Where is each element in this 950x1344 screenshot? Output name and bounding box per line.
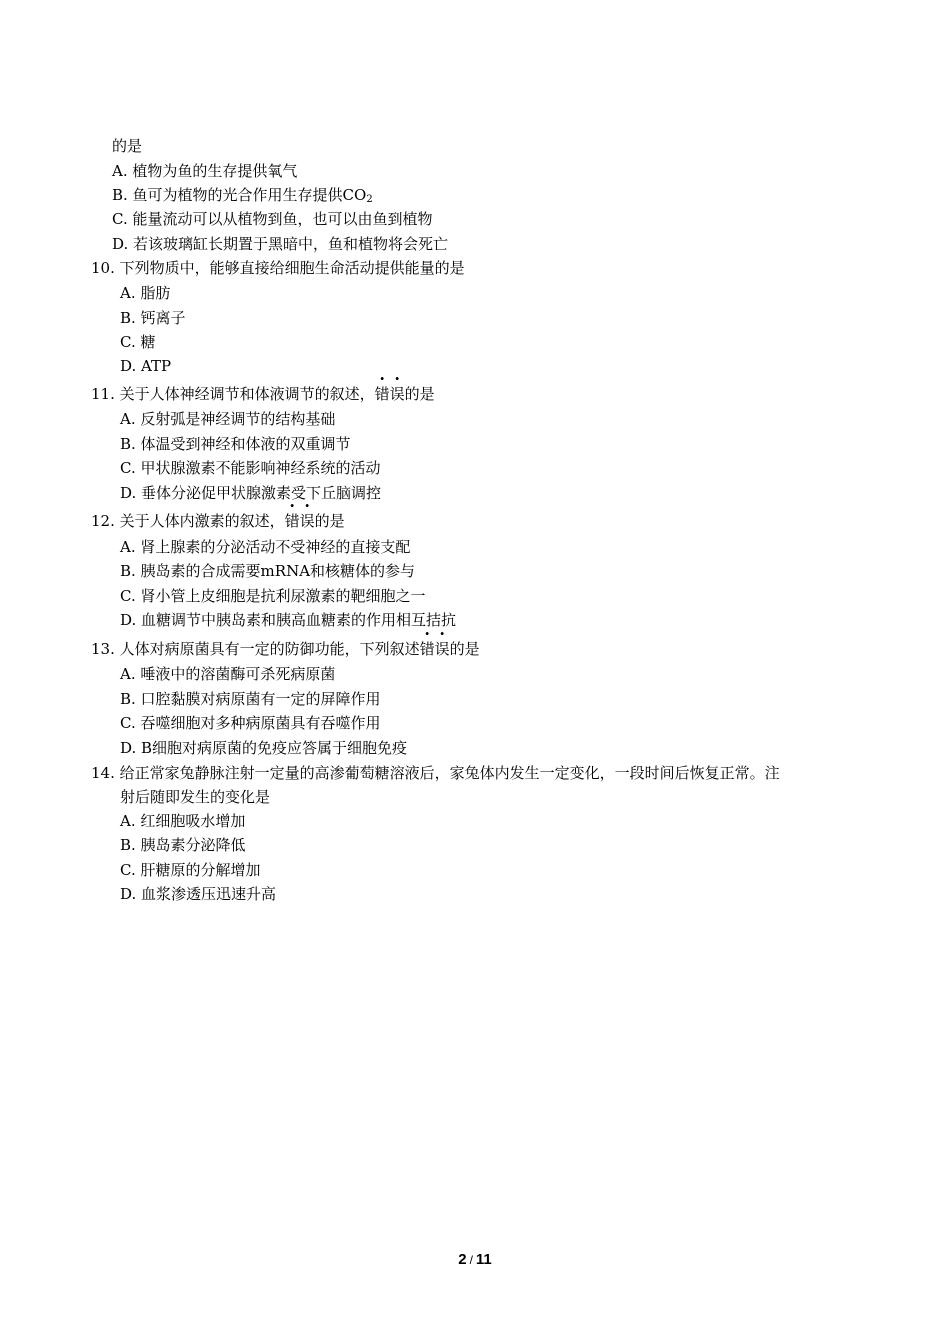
q10-stem: 10. 下列物质中，能够直接给细胞生命活动提供能量的是 [91,259,465,277]
emphasis-char: 误 [299,512,315,530]
q11-option-c: C. 甲状腺激素不能影响神经系统的活动 [120,459,381,477]
total-pages: 11 [475,1251,492,1268]
q13-option-a: A. 唾液中的溶菌酶可杀死病原菌 [120,665,336,683]
emphasis-char: 错 [374,385,390,403]
q14-option-c: C. 肝糖原的分解增加 [120,861,261,879]
q9-stem-tail: 的是 [112,137,143,155]
emphasis-char: 错 [284,512,300,530]
q14-option-b: B. 胰岛素分泌降低 [120,836,246,854]
q12-option-c: C. 肾小管上皮细胞是抗利尿激素的靶细胞之一 [120,587,426,605]
emphasis-char: 误 [389,385,405,403]
q10-option-d: D. ATP [120,357,172,375]
q14-stem-line1: 14. 给正常家兔静脉注射一定量的高渗葡萄糖溶液后，家兔体内发生一定变化，一段时间后恢复正常。注 [91,764,780,782]
q14-option-a: A. 红细胞吸水增加 [120,812,246,830]
q11-stem: 11. 关于人体神经调节和体液调节的叙述，错误的是 [91,385,435,403]
q11-option-d: D. 垂体分泌促甲状腺激素受下丘脑调控 [120,484,382,502]
q13-option-c: C. 吞噬细胞对多种病原菌具有吞噬作用 [120,714,381,732]
q12-option-d: D. 血糖调节中胰岛素和胰高血糖素的作用相互拮抗 [120,611,457,629]
q14-stem-line2: 射后随即发生的变化是 [120,788,271,806]
q10-option-a: A. 脂肪 [120,284,171,302]
q9-option-c: C. 能量流动可以从植物到鱼，也可以由鱼到植物 [112,210,433,228]
emphasis-char: 误 [434,640,450,658]
q10-option-c: C. 糖 [120,333,156,351]
page-separator: / [469,1253,473,1267]
q13-option-b: B. 口腔黏膜对病原菌有一定的屏障作用 [120,690,381,708]
page-number [0,1251,950,1268]
q9-option-a: A. 植物为鱼的生存提供氧气 [112,162,298,180]
q11-option-a: A. 反射弧是神经调节的结构基础 [120,410,336,428]
q11-option-b: B. 体温受到神经和体液的双重调节 [120,435,351,453]
emphasis-char: 错 [419,640,435,658]
q9-option-b: B. 鱼可为植物的光合作用生存提供$CO_2$ [112,186,373,205]
q13-option-d: D. B细胞对病原菌的免疫应答属于细胞免疫 [120,739,408,757]
q13-stem: 13. 人体对病原菌具有一定的防御功能，下列叙述错误的是 [91,640,480,658]
q12-option-b: B. 胰岛素的合成需要mRNA和核糖体的参与 [120,562,416,580]
q9-option-d: D. 若该玻璃缸长期置于黑暗中，鱼和植物将会死亡 [112,235,449,253]
subscript-2: 2 [366,194,373,205]
q14-option-d: D. 血浆渗透压迅速升高 [120,885,277,903]
q12-option-a: A. 肾上腺素的分泌活动不受神经的直接支配 [120,538,411,556]
q10-option-b: B. 钙离子 [120,309,186,327]
current-page: 2 [458,1251,467,1268]
q12-stem: 12. 关于人体内激素的叙述，错误的是 [91,512,345,530]
